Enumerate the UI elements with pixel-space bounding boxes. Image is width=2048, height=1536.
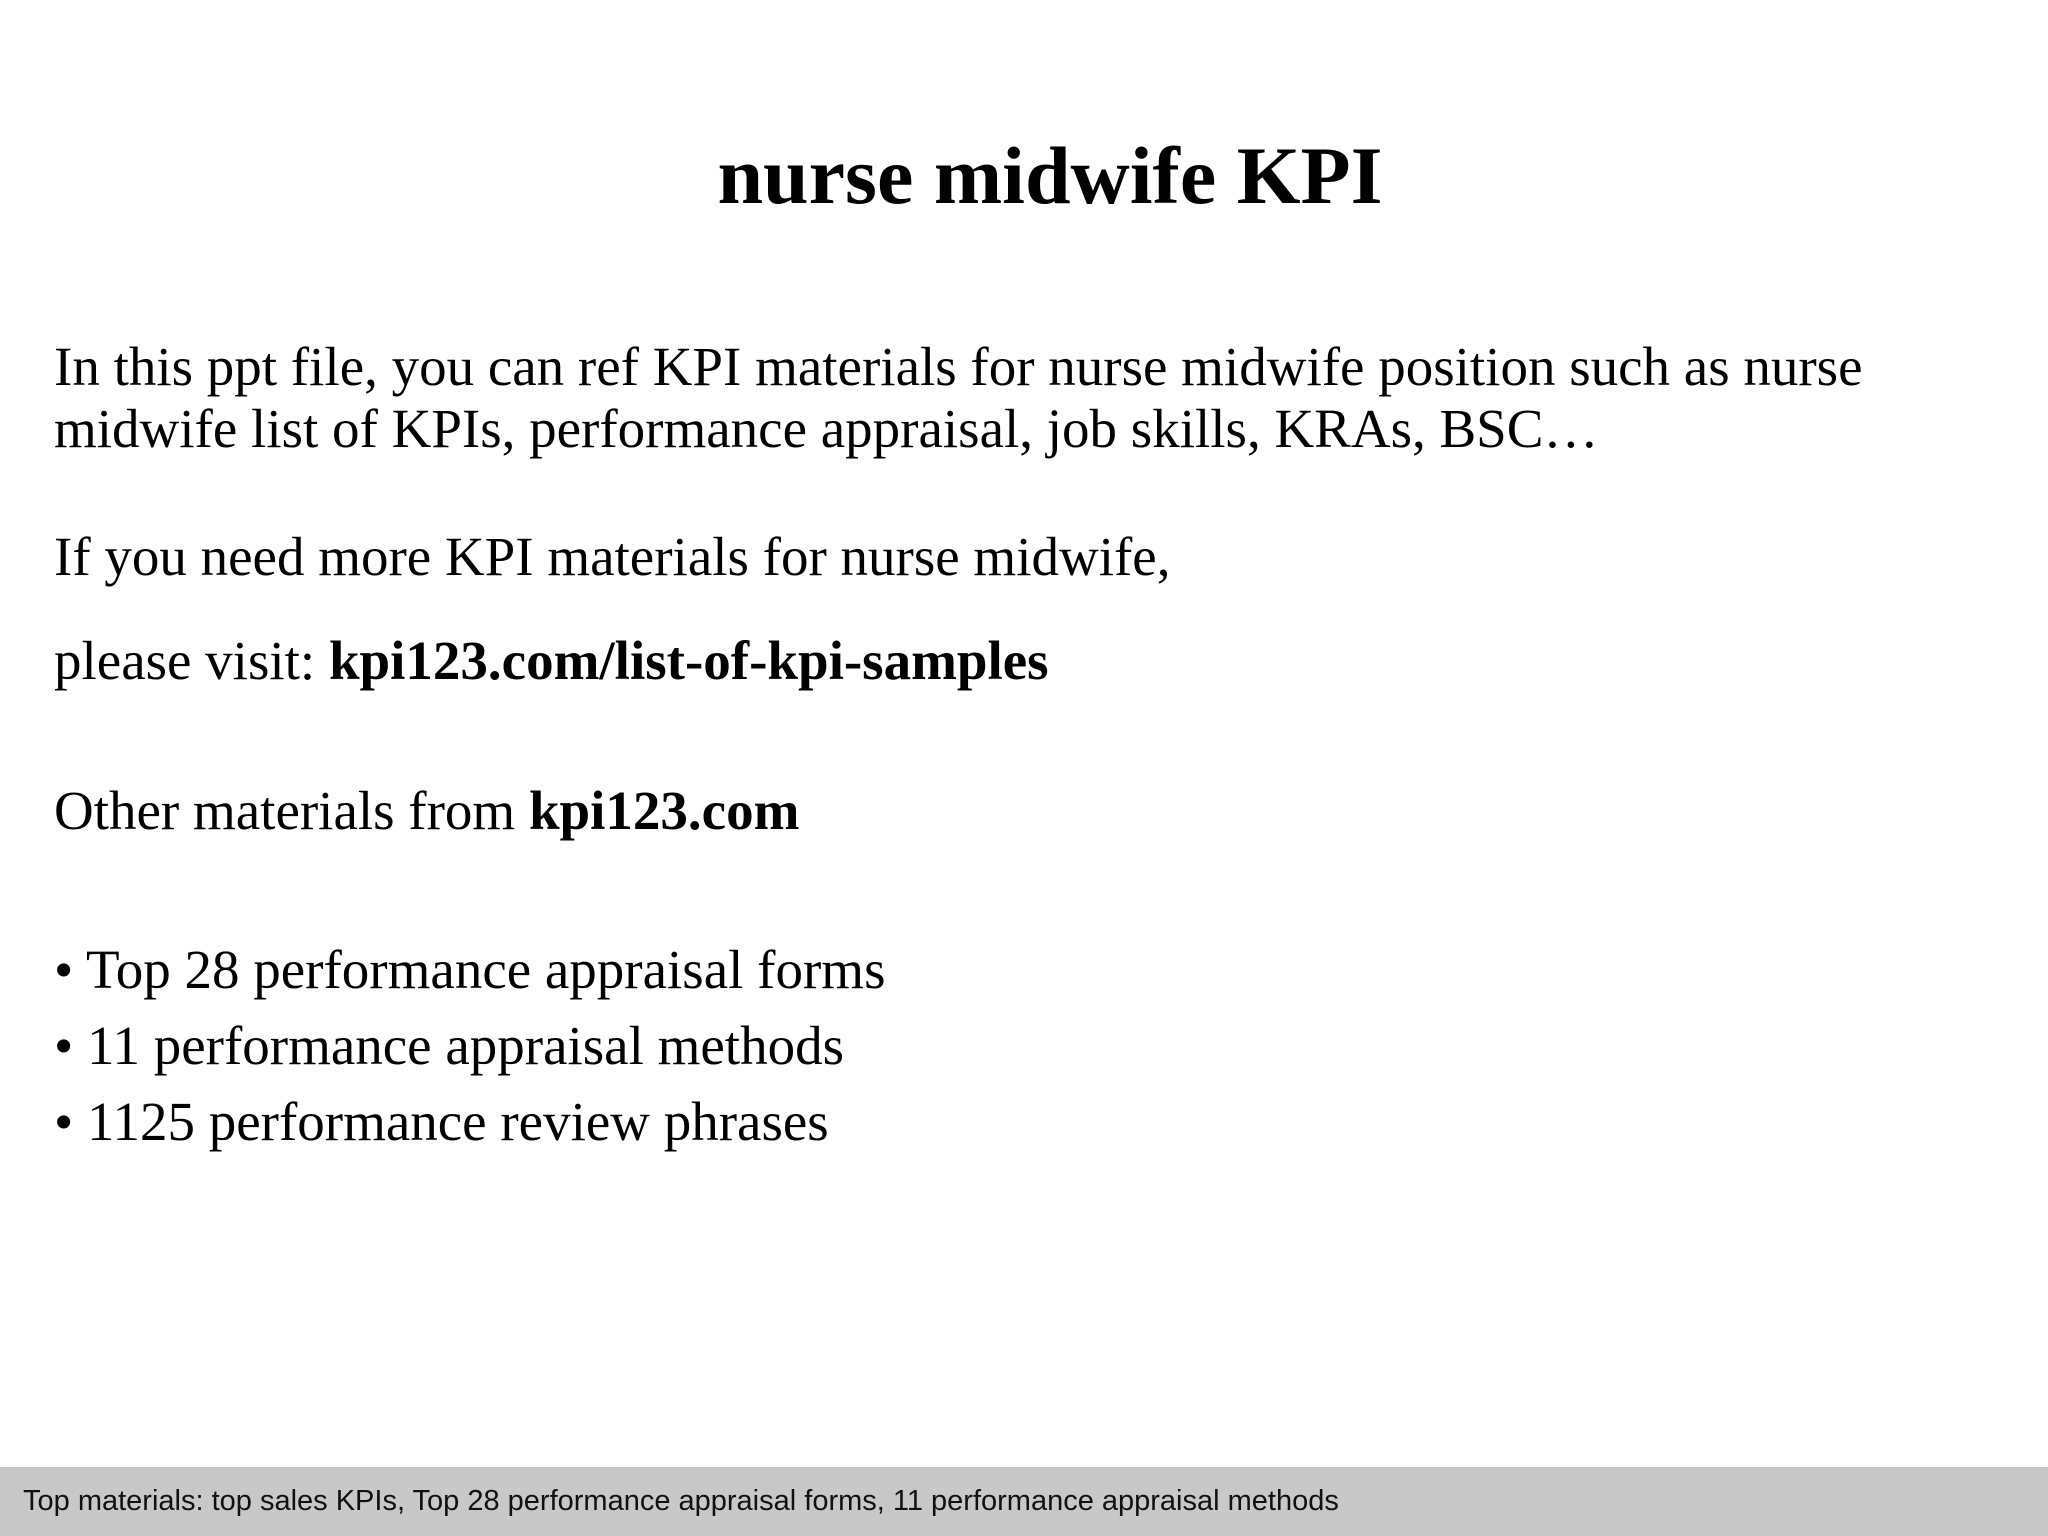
- materials-list: [54, 932, 885, 1160]
- other-materials-line: [54, 780, 799, 842]
- footer-text: Top materials: top sales KPIs, Top 28 performance appraisal forms, 11 performance appraisal methods: [23, 1485, 1339, 1517]
- kpi123-site-link[interactable]: kpi123.com: [528, 780, 800, 841]
- list-item: • Top 28 performance appraisal forms: [54, 939, 886, 1000]
- slide-title: nurse midwife KPI: [717, 130, 1383, 221]
- list-item: • 1125 performance review phrases: [54, 1091, 829, 1152]
- visit-prefix: please visit:: [54, 630, 329, 691]
- visit-line: [54, 630, 1049, 692]
- more-materials-text: If you need more KPI materials for nurse midwife,: [54, 526, 1171, 587]
- list-item: • 11 performance appraisal methods: [54, 1015, 844, 1076]
- other-materials-prefix: Other materials from: [54, 780, 529, 841]
- footer-bar: [0, 1467, 2048, 1536]
- kpi-samples-link[interactable]: kpi123.com/list-of-kpi-samples: [328, 630, 1049, 691]
- intro-paragraph: In this ppt file, you can ref KPI materials for nurse midwife position such as nurse midwife list of KPIs, performance appraisal, job skills, KRAs, BSC…: [54, 336, 1863, 459]
